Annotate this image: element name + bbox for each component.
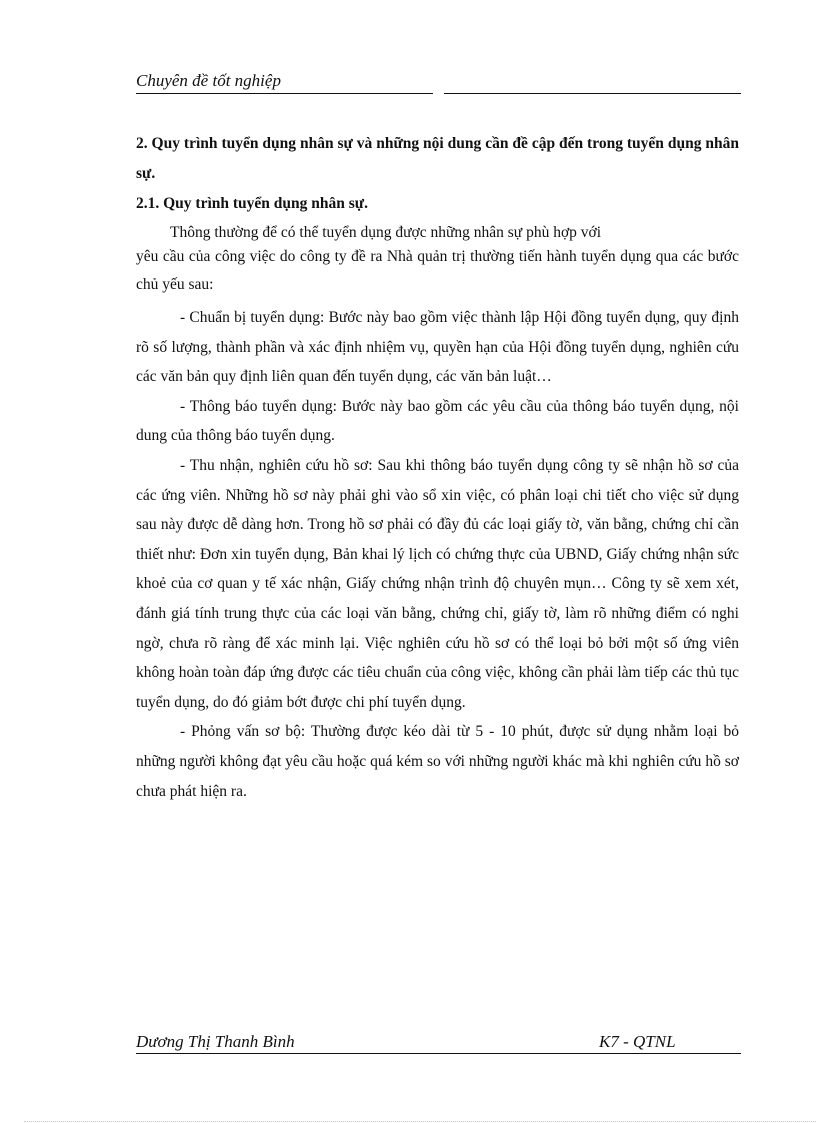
page-footer [136,1031,741,1057]
page-header [136,70,741,96]
step-collect-documents: - Thu nhận, nghiên cứu hồ sơ: Sau khi thông báo tuyển dụng công ty sẽ nhận hồ sơ của các ứng viên. Những hồ sơ này phải ghi vào sổ xin việc, có phân loại chi tiết cho việc sử dụng sau này được dễ dàng hơn. Trong hồ sơ phải có đầy đủ các loại giấy tờ, văn bằng, chứng chỉ cần thiết như: Đơn xin tuyển dụng, Bản khai lý lịch có chứng thực của UBND, Giấy chứng nhận sức khoẻ của cơ quan y tế xác nhận, Giấy chứng nhận trình độ chuyên mụn… Công ty sẽ xem xét, đánh giá tính trung thực của các loại văn bằng, chứng chỉ, giấy tờ, làm rõ những điểm có nghi ngờ, chưa rõ ràng để xác minh lại. Việc nghiên cứu hồ sơ có thể loại bỏ bởi một số ứng viên không hoàn toàn đáp ứng được các tiêu chuẩn của công việc, không cần phải làm tiếp các thủ tục tuyển dụng, do đó giảm bớt được chi phí tuyển dụng. [136,456,739,711]
intro-first-line: Thông thường để có thể tuyển dụng được những nhân sự phù hợp với [170,224,602,241]
header-rule-left [136,93,433,94]
header-title: Chuyên đề tốt nghiệp [136,71,281,90]
page-body [136,129,739,806]
footer-rule [136,1053,741,1054]
section-heading: 2. Quy trình tuyển dụng nhân sự và những nội dung cần đề cập đến trong tuyển dụng nhân sự. [136,135,739,182]
step-prepare: - Chuẩn bị tuyển dụng: Bước này bao gồm việc thành lập Hội đồng tuyển dụng, quy định rõ số lượng, thành phần và xác định nhiệm vụ, quyền hạn của Hội đồng tuyển dụng, nghiên cứu các văn bản quy định liên quan đến tuyển dụng, các văn bản luật… [136,309,739,386]
subsection-heading: 2.1. Quy trình tuyển dụng nhân sự. [136,195,368,212]
intro-paragraph: yêu cầu của công việc do công ty đề ra Nhà quản trị thường tiến hành tuyển dụng qua các bước chủ yếu sau: [136,248,739,293]
page-edge-dotted-line [24,1121,816,1122]
step-preliminary-interview: - Phỏng vấn sơ bộ: Thường được kéo dài từ 5 - 10 phút, được sử dụng nhằm loại bỏ những người không đạt yêu cầu hoặc quá kém so với những người khác mà khi nghiên cứu hồ sơ chưa phát hiện ra. [136,723,739,800]
step-announce: - Thông báo tuyển dụng: Bước này bao gồm các yêu cầu của thông báo tuyển dụng, nội dung của thông báo tuyển dụng. [136,397,739,445]
footer-author: Dương Thị Thanh Bình [136,1032,295,1051]
footer-class-code: K7 - QTNL [599,1032,676,1051]
header-rule-right [444,93,741,94]
